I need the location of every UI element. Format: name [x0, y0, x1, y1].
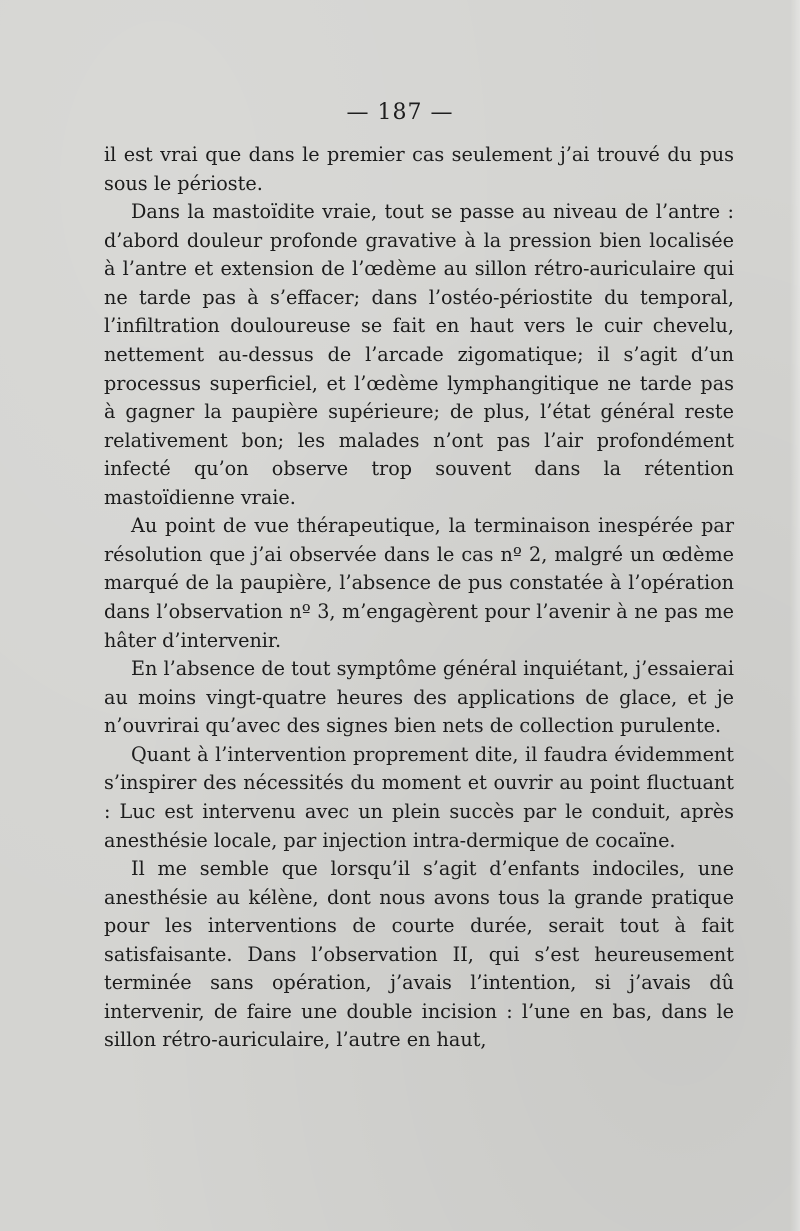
- paragraph-therapeutic: Au point de vue thérapeutique, la terminaison inespérée par résolution que j’ai observée dans le cas nº 2, malgré un œdème marqué de la paupière, l’absence de pus constatée à l’opération dans l’observation nº 3, m’engagèrent pour l’avenir à ne pas me hâter d’intervenir.: [104, 514, 734, 652]
- body-text: [104, 141, 734, 1055]
- page-number: — 187 —: [346, 100, 454, 125]
- paragraph-absence-symptoms: En l’absence de tout symptôme général inquiétant, j’essaierai au moins vingt-quatre heures des applications de glace, et je n’ouvrirai qu’avec des signes bien nets de collection purulente.: [104, 657, 734, 738]
- paragraph-continuation: il est vrai que dans le premier cas seulement j’ai trouvé du pus sous le périoste.: [104, 143, 734, 195]
- page-edge: [790, 0, 800, 1231]
- paragraph-mastoiditis: Dans la mastoïdite vraie, tout se passe au niveau de l’antre : d’abord douleur profonde gravative à la pression bien localisée à l’antre et extension de l’œdème au sillon rétro-auriculaire qui ne tarde pas à s’effacer; dans l’ostéo-périostite du temporal, l’infiltration douloureuse se fait en haut vers le cuir chevelu, nettement au-dessus de l’arcade zigomatique; il s’agit d’un processus superficiel, et l’œdème lymphangitique ne tarde pas à gagner la paupière supérieure; de plus, l’état général reste relativement bon; les malades n’ont pas l’air profondément infecté qu’on observe trop souvent dans la rétention mastoïdienne vraie.: [104, 200, 734, 509]
- paragraph-intervention: Quant à l’intervention proprement dite, il faudra évidemment s’inspirer des nécessités du moment et ouvrir au point fluctuant : Luc est intervenu avec un plein succès par le conduit, après anesthésie locale, par injection intra-dermique de cocaïne.: [104, 742, 734, 852]
- paragraph-anesthesia: Il me semble que lorsqu’il s’agit d’enfants indociles, une anesthésie au kélène, dont nous avons tous la grande pratique pour les interventions de courte durée, serait tout à fait satisfaisante. Dans l’observation II, qui s’est heureusement terminée sans opération, j’avais l’intention, si j’avais dû intervenir, de faire une double incision : l’une en bas, dans le sillon rétro-auriculaire, l’autre en haut,: [104, 857, 734, 1052]
